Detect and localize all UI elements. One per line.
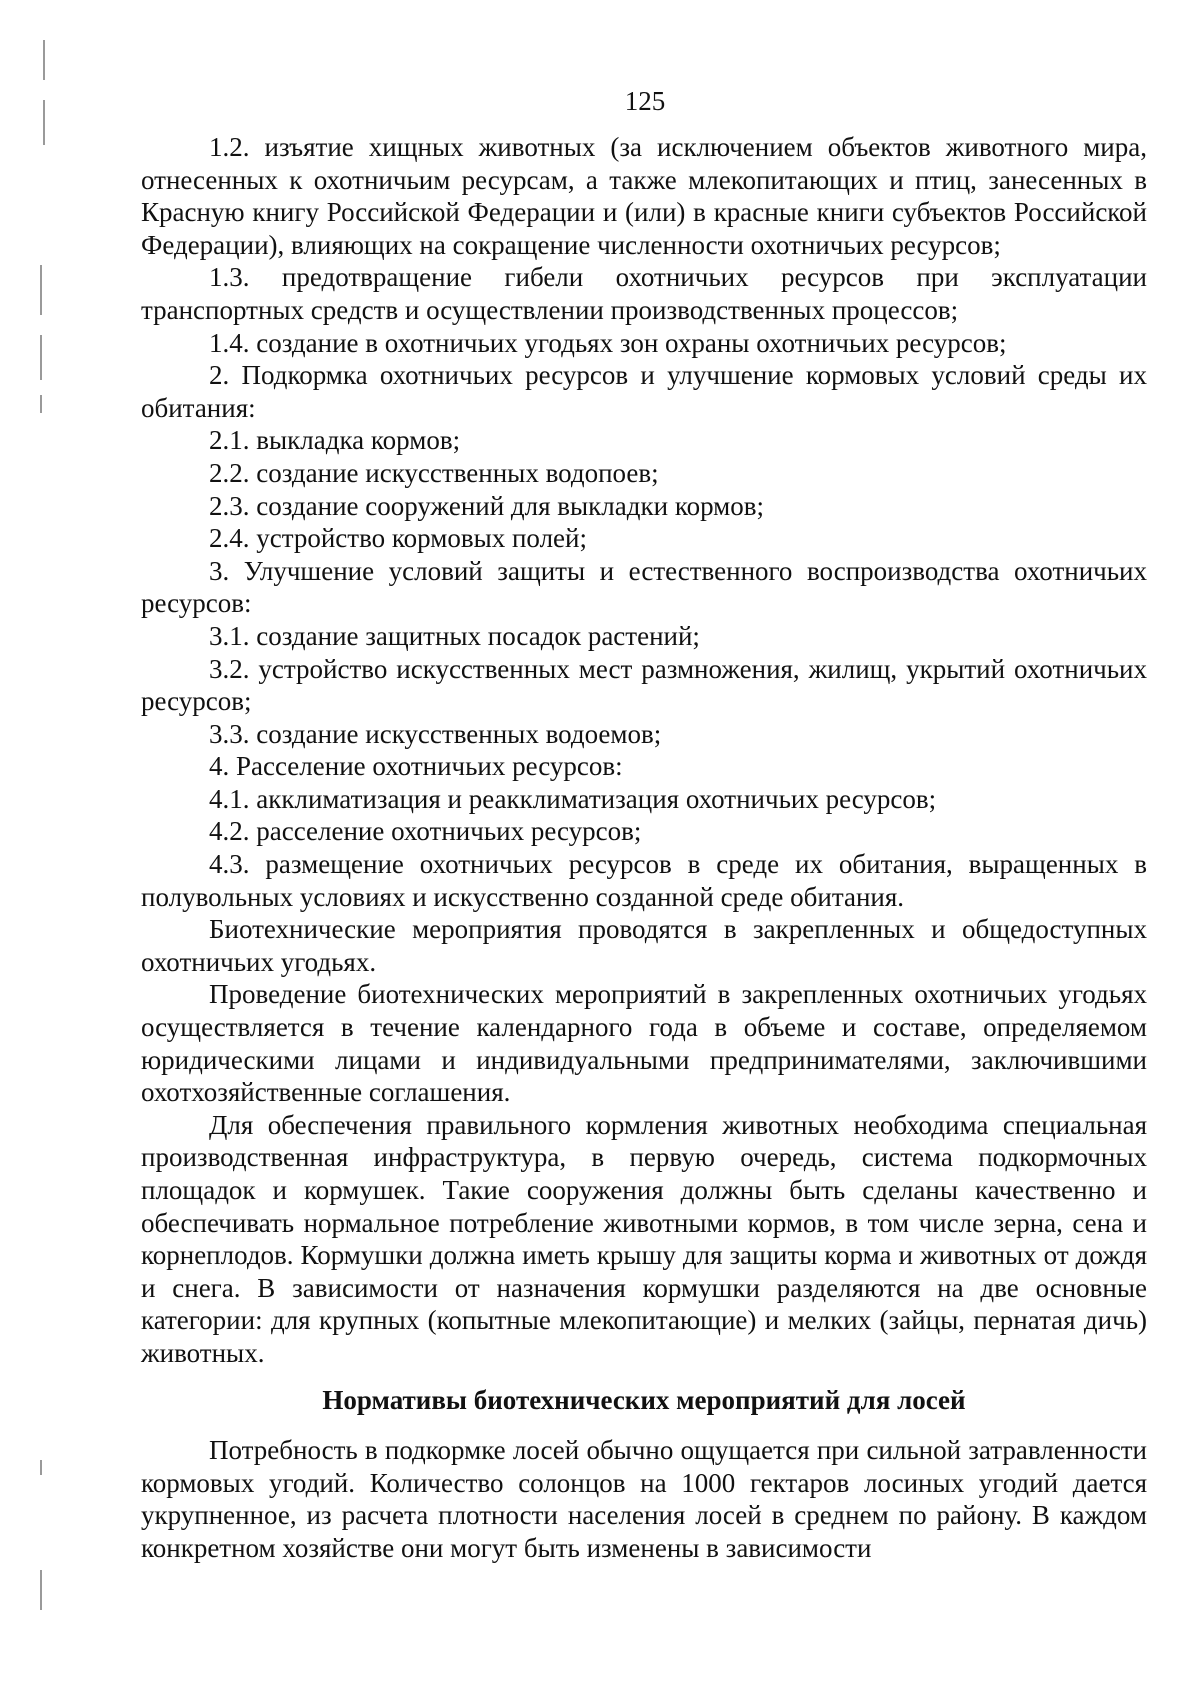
paragraph: 2.3. создание сооружений для выкладки кормов; [209, 490, 764, 521]
paragraph: 4. Расселение охотничьих ресурсов: [209, 751, 623, 782]
section-heading: Нормативы биотехнических мероприятий для лосей [322, 1384, 966, 1415]
scan-edge-mark [40, 265, 42, 315]
scan-edge-mark [40, 335, 42, 380]
paragraph: Потребность в подкормке лосей обычно ощущается при сильной затравленности кормовых угодий. Количество солонцов на 1000 гектаров лосиных угодий дается укрупненное, из расчета плотности населения лосей в среднем по району. В каждом конкретном хозяйстве они могут быть изменены в зависимости [141, 1435, 1147, 1563]
scan-edge-mark [40, 395, 42, 413]
paragraph: 1.2. изъятие хищных животных (за исключением объектов животного мира, отнесенных к охотничьим ресурсам, а также млекопитающих и птиц, занесенных в Красную книгу Российской Федерации и (или) в красные книги субъектов Российской Федерации), влияющих на сокращение численности охотничьих ресурсов; [141, 132, 1147, 260]
scan-edge-mark [40, 1460, 42, 1475]
paragraph: 3. Улучшение условий защиты и естественного воспроизводства охотничьих ресурсов: [141, 555, 1147, 619]
paragraph: 3.3. создание искусственных водоемов; [209, 718, 662, 749]
paragraph: 4.2. расселение охотничьих ресурсов; [209, 816, 642, 847]
paragraph: 2. Подкормка охотничьих ресурсов и улучшение кормовых условий среды их обитания: [141, 360, 1147, 423]
paragraph: 2.4. устройство кормовых полей; [209, 523, 587, 554]
document-body [141, 131, 1147, 1565]
paragraph: 2.2. создание искусственных водопоев; [209, 457, 659, 488]
paragraph: 1.3. предотвращение гибели охотничьих ресурсов при эксплуатации транспортных средств и осуществлении производственных процессов; [141, 262, 1147, 325]
paragraph: 3.1. создание защитных посадок растений; [209, 620, 700, 651]
paragraph: Для обеспечения правильного кормления животных необходима специальная производственная инфраструктура, в первую очередь, система подкормочных площадок и кормушек. Такие сооружения должны быть сделаны качественно и обеспечивать нормальное потребление животными кормов, в том числе зерна, сена и корнеплодов. Кормушки должна иметь крышу для защиты корма и животных от дождя и снега. В зависимости от назначения кормушки разделяются на две основные категории: для крупных (копытные млекопитающие) и мелких (зайцы, пернатая дичь) животных. [141, 1109, 1147, 1368]
scan-edge-mark [40, 1570, 42, 1610]
paragraph: Проведение биотехнических мероприятий в закрепленных охотничьих угодьях осуществляется в течение календарного года в объеме и составе, определяемом юридическими лицами и индивидуальными предпринимателями, заключившими охотхозяйственные соглашения. [141, 979, 1147, 1108]
paragraph: 3.2. устройство искусственных мест размножения, жилищ, укрытий охотничьих ресурсов; [141, 653, 1147, 717]
paragraph: 4.1. акклиматизация и реакклиматизация охотничьих ресурсов; [209, 783, 937, 814]
paragraph: Биотехнические мероприятия проводятся в закрепленных и общедоступных охотничьих угодьях. [141, 914, 1147, 977]
page-number: 125 [624, 86, 666, 116]
paragraph: 2.1. выкладка кормов; [209, 425, 461, 456]
paragraph: 1.4. создание в охотничьих угодьях зон охраны охотничьих ресурсов; [209, 327, 1007, 358]
scan-edge-mark [43, 40, 45, 80]
paragraph: 4.3. размещение охотничьих ресурсов в среде их обитания, выращенных в полувольных условиях и искусственно созданной среде обитания. [141, 849, 1147, 912]
